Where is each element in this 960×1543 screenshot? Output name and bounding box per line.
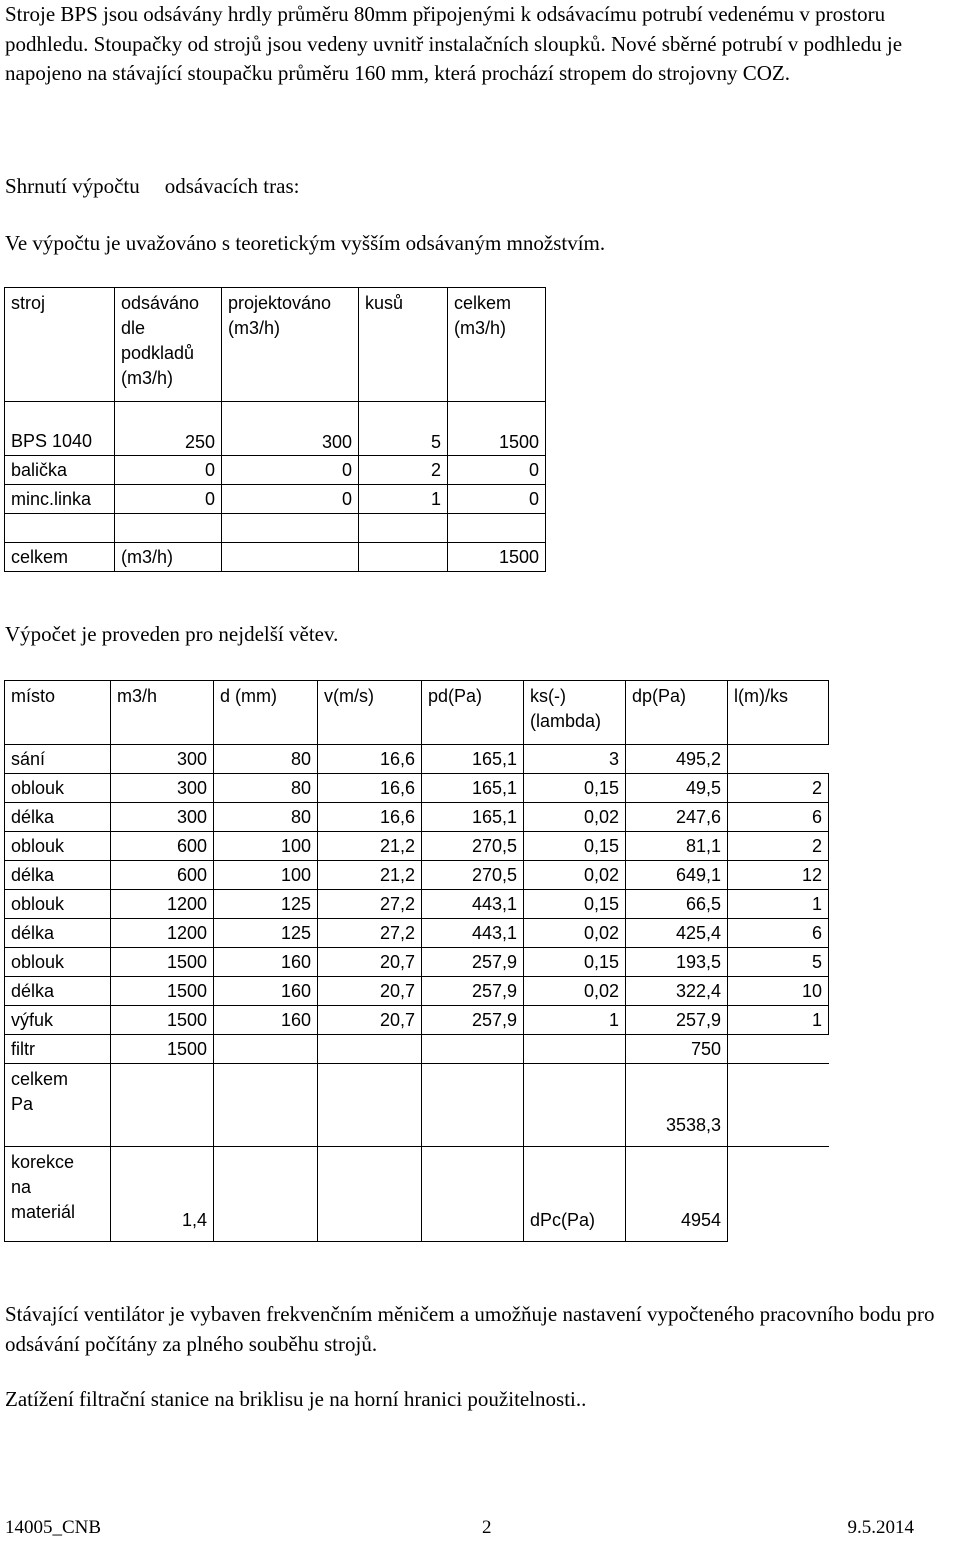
total-unit: (m3/h) [115,543,222,572]
cell-v [318,1035,422,1064]
filter-note: Zatížení filtrační stanice na briklisu je na horní hranici použitelnosti.. [5,1387,587,1411]
cell-stroj: minc.linka [5,485,115,514]
cell-l: 12 [728,861,829,890]
cell-v: 20,7 [318,1006,422,1035]
cell-l: 2 [728,774,829,803]
cell-l: 6 [728,919,829,948]
table-row [5,1006,829,1035]
cell-l: 6 [728,803,829,832]
cell-kusu: 2 [359,456,448,485]
header-pd: pd(Pa) [422,681,524,745]
cell-celkem: 0 [448,456,546,485]
cell-v: 21,2 [318,832,422,861]
summary-heading [5,174,299,199]
cell-l: 1 [728,1006,829,1035]
footer-doc-id: 14005_CNB [5,1517,102,1538]
cell-v: 20,7 [318,948,422,977]
header-l: l(m)/ks [728,681,829,745]
cell-pd: 165,1 [422,803,524,832]
cell-celkem: 1500 [448,402,546,456]
cell-ks: 0,15 [524,774,626,803]
cell-m3h: 1200 [111,919,214,948]
cell-l: 2 [728,832,829,861]
cell-dp: 495,2 [626,745,728,774]
cell-misto: filtr [5,1035,111,1064]
cell-ks: 1 [524,1006,626,1035]
cell-dp: 425,4 [626,919,728,948]
cell-misto: délka [5,861,111,890]
header-stroj: stroj [5,288,115,402]
table-row [5,774,829,803]
cell-d: 160 [214,1006,318,1035]
cell-pd: 165,1 [422,774,524,803]
fan-note: Stávající ventilátor je vybaven frekvenčním měničem a umožňuje nastavení vypočteného pracovního bodu pro odsávání počítány za plného souběhu strojů. [5,1302,935,1356]
cell-ks: 0,02 [524,803,626,832]
total-label: celkem [5,543,115,572]
table-row [5,485,546,514]
table-row [5,1035,829,1064]
cell-m3h: 1500 [111,1035,214,1064]
cell-m3h: 300 [111,745,214,774]
total-value: 1500 [448,543,546,572]
correction-row [5,1147,829,1242]
cell-v: 16,6 [318,774,422,803]
header-projektovano: projektováno (m3/h) [222,288,359,402]
cell-misto: délka [5,977,111,1006]
cell-projektovano: 0 [222,485,359,514]
header-kusu: kusů [359,288,448,402]
header-v: v(m/s) [318,681,422,745]
cell-ks: 3 [524,745,626,774]
cell-m3h: 300 [111,803,214,832]
cell-misto: délka [5,919,111,948]
cell-dp: 649,1 [626,861,728,890]
cell-d [214,1035,318,1064]
total-pa-label: celkem Pa [5,1064,111,1147]
cell-v: 27,2 [318,890,422,919]
cell-d: 80 [214,803,318,832]
cell-m3h: 1200 [111,890,214,919]
cell-pd: 257,9 [422,1006,524,1035]
header-ks: ks(-) (lambda) [524,681,626,745]
pressure-loss-table [4,680,829,1242]
cell-l [728,1035,829,1064]
cell-ks: 0,15 [524,832,626,861]
header-misto: místo [5,681,111,745]
cell-l [728,745,829,774]
dpc-label: dPc(Pa) [524,1147,626,1242]
cell-misto: výfuk [5,1006,111,1035]
cell-dp: 257,9 [626,1006,728,1035]
table-row [5,456,546,485]
cell-pd: 257,9 [422,977,524,1006]
cell-d: 125 [214,919,318,948]
cell-odsavano: 250 [115,402,222,456]
header-d: d (mm) [214,681,318,745]
cell-pd: 257,9 [422,948,524,977]
cell-dp: 66,5 [626,890,728,919]
cell-v: 27,2 [318,919,422,948]
cell-misto: oblouk [5,832,111,861]
cell-m3h: 1500 [111,977,214,1006]
cell-m3h: 600 [111,861,214,890]
table-row [5,890,829,919]
cell-v: 20,7 [318,977,422,1006]
cell-d: 80 [214,745,318,774]
cell-stroj: balička [5,456,115,485]
cell-misto: oblouk [5,890,111,919]
summary-heading-part-a: Shrnutí výpočtu [5,174,140,198]
table-row [5,977,829,1006]
cell-pd: 270,5 [422,861,524,890]
cell-dp: 49,5 [626,774,728,803]
dpc-value: 4954 [626,1147,728,1242]
calc-note: Výpočet je proveden pro nejdelší větev. [5,622,339,646]
cell-celkem: 0 [448,485,546,514]
cell-v: 21,2 [318,861,422,890]
cell-m3h: 1500 [111,948,214,977]
cell-ks: 0,02 [524,919,626,948]
correction-factor: 1,4 [111,1147,214,1242]
correction-label: korekce na materiál [5,1147,111,1242]
cell-kusu: 1 [359,485,448,514]
table-row [5,832,829,861]
cell-misto: délka [5,803,111,832]
cell-dp: 247,6 [626,803,728,832]
table-row [5,745,829,774]
cell-ks [524,1035,626,1064]
cell-m3h: 300 [111,774,214,803]
cell-d: 160 [214,948,318,977]
cell-d: 160 [214,977,318,1006]
pressure-loss-table-header [5,681,829,745]
cell-l: 1 [728,890,829,919]
table-row [5,861,829,890]
cell-pd: 270,5 [422,832,524,861]
cell-misto: oblouk [5,774,111,803]
cell-ks: 0,02 [524,861,626,890]
table-row [5,948,829,977]
cell-dp: 750 [626,1035,728,1064]
summary-heading-part-b: odsávacích tras: [164,174,300,198]
cell-misto: sání [5,745,111,774]
cell-kusu: 5 [359,402,448,456]
cell-l: 5 [728,948,829,977]
cell-v: 16,6 [318,803,422,832]
cell-ks: 0,02 [524,977,626,1006]
cell-d: 100 [214,832,318,861]
summary-note: Ve výpočtu je uvažováno s teoretickým vyšším odsávaným množstvím. [5,231,606,255]
cell-ks: 0,15 [524,890,626,919]
cell-odsavano: 0 [115,456,222,485]
cell-ks: 0,15 [524,948,626,977]
cell-l: 10 [728,977,829,1006]
header-m3h: m3/h [111,681,214,745]
header-odsavano: odsáváno dle podkladů (m3/h) [115,288,222,402]
cell-d: 80 [214,774,318,803]
cell-pd [422,1035,524,1064]
cell-dp: 193,5 [626,948,728,977]
cell-misto: oblouk [5,948,111,977]
cell-stroj: BPS 1040 [5,402,115,456]
cell-d: 125 [214,890,318,919]
cell-m3h: 1500 [111,1006,214,1035]
machines-table-total [5,543,546,572]
cell-pd: 443,1 [422,919,524,948]
cell-dp: 322,4 [626,977,728,1006]
pressure-loss-rows [5,745,829,1064]
machines-table-header [5,288,546,402]
table-row [5,803,829,832]
machines-table [4,287,546,572]
cell-dp: 81,1 [626,832,728,861]
header-dp: dp(Pa) [626,681,728,745]
cell-odsavano: 0 [115,485,222,514]
cell-d: 100 [214,861,318,890]
table-row [5,919,829,948]
total-pa-value: 3538,3 [626,1064,728,1147]
table-row [5,402,546,456]
footer-date: 9.5.2014 [847,1517,914,1538]
footer-page-number: 2 [482,1517,492,1538]
cell-pd: 443,1 [422,890,524,919]
table-row-empty [5,514,546,543]
cell-projektovano: 0 [222,456,359,485]
intro-paragraph: Stroje BPS jsou odsávány hrdly průměru 80mm připojenými k odsávacímu potrubí vedenému v prostoru podhledu. Stoupačky od strojů jsou vedeny uvnitř instalačních sloupků. Nové sběrné potrubí v podhledu je napojeno na stávající stoupačku průměru 160 mm, která prochází stropem do strojovny COZ. [5,2,903,85]
cell-projektovano: 300 [222,402,359,456]
pressure-loss-total [5,1064,829,1147]
cell-m3h: 600 [111,832,214,861]
cell-pd: 165,1 [422,745,524,774]
cell-v: 16,6 [318,745,422,774]
header-celkem: celkem (m3/h) [448,288,546,402]
